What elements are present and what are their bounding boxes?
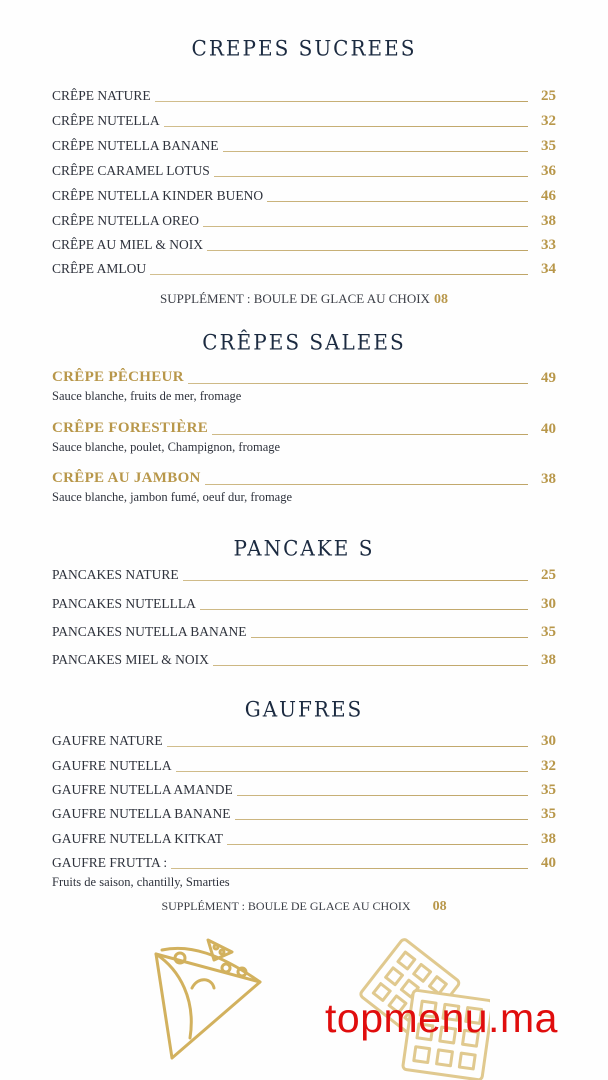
supplement-note (0, 899, 608, 915)
menu-item (52, 421, 556, 439)
item-description: Fruits de saison, chantilly, Smarties (52, 875, 230, 889)
item-description: Sauce blanche, fruits de mer, fromage (52, 389, 242, 403)
menu-item (52, 113, 556, 131)
item-price: 38 (541, 213, 556, 229)
menu-item (52, 370, 556, 388)
section-title-pancakes: PANCAKE S (233, 535, 375, 561)
item-name: CRÊPE AU JAMBON (52, 470, 205, 487)
section-title-crepes-sucrees: CREPES SUCREES (191, 35, 417, 61)
item-name: CRÊPE PÊCHEUR (52, 369, 188, 386)
item-description: Sauce blanche, jambon fumé, oeuf dur, fromage (52, 490, 293, 504)
item-name: GAUFRE NUTELLA BANANE (52, 806, 235, 822)
item-price: 49 (541, 370, 556, 386)
item-price: 35 (541, 138, 556, 154)
item-name: PANCAKES MIEL & NOIX (52, 652, 213, 668)
item-price: 30 (541, 733, 556, 749)
item-name: CRÊPE AU MIEL & NOIX (52, 237, 207, 253)
item-price: 30 (541, 596, 556, 612)
item-price: 33 (541, 237, 556, 253)
supplement-label: SUPPLÉMENT : BOULE DE GLACE AU CHOIX (161, 899, 411, 913)
menu-item (52, 652, 556, 670)
item-name: CRÊPE NUTELLA BANANE (52, 138, 223, 154)
supplement-price: 08 (433, 292, 448, 307)
item-description: Sauce blanche, poulet, Champignon, fromage (52, 440, 281, 454)
menu-item (52, 188, 556, 206)
item-price: 38 (541, 652, 556, 668)
menu-item (52, 567, 556, 585)
item-price: 38 (541, 831, 556, 847)
menu-item (52, 213, 556, 231)
item-name: PANCAKES NUTELLLA (52, 596, 200, 612)
section-title-gaufres: GAUFRES (244, 696, 364, 722)
item-price: 35 (541, 624, 556, 640)
menu-item (52, 831, 556, 849)
item-name: CRÊPE NUTELLA KINDER BUENO (52, 188, 267, 204)
item-price: 35 (541, 806, 556, 822)
supplement-label: SUPPLÉMENT : BOULE DE GLACE AU CHOIX (160, 291, 430, 306)
item-name: PANCAKES NUTELLA BANANE (52, 624, 251, 640)
menu-item (52, 733, 556, 751)
item-name: CRÊPE CARAMEL LOTUS (52, 163, 214, 179)
item-name: CRÊPE AMLOU (52, 261, 150, 277)
menu-item (52, 782, 556, 800)
item-price: 35 (541, 782, 556, 798)
supplement-price: 08 (432, 899, 447, 914)
item-name: CRÊPE NATURE (52, 88, 155, 104)
menu-item (52, 471, 556, 489)
menu-item (52, 163, 556, 181)
menu-item (52, 88, 556, 106)
item-price: 38 (541, 471, 556, 487)
menu-item (52, 261, 556, 279)
watermark: topmenu.ma (325, 995, 558, 1041)
menu-item (52, 596, 556, 614)
menu-item (52, 138, 556, 156)
supplement-note (0, 291, 608, 308)
item-price: 46 (541, 188, 556, 204)
item-name: CRÊPE NUTELLA (52, 113, 164, 129)
item-name: CRÊPE NUTELLA OREO (52, 213, 203, 229)
item-name: GAUFRE NUTELLA KITKAT (52, 831, 227, 847)
item-name: GAUFRE FRUTTA : (52, 855, 171, 871)
item-price: 25 (541, 88, 556, 104)
menu-item (52, 237, 556, 255)
item-name: GAUFRE NATURE (52, 733, 167, 749)
item-price: 32 (541, 113, 556, 129)
item-price: 34 (541, 261, 556, 277)
item-name: PANCAKES NATURE (52, 567, 183, 583)
item-price: 36 (541, 163, 556, 179)
item-price: 40 (541, 421, 556, 437)
section-title-crepes-salees: CRÊPES SALEES (202, 329, 406, 355)
crepe-icon (150, 930, 270, 1065)
item-name: CRÊPE FORESTIÈRE (52, 420, 212, 437)
item-name: GAUFRE NUTELLA (52, 758, 176, 774)
item-price: 32 (541, 758, 556, 774)
menu-item (52, 758, 556, 776)
item-name: GAUFRE NUTELLA AMANDE (52, 782, 237, 798)
item-price: 40 (541, 855, 556, 871)
item-price: 25 (541, 567, 556, 583)
menu-item (52, 855, 556, 873)
menu-item (52, 624, 556, 642)
menu-item (52, 806, 556, 824)
